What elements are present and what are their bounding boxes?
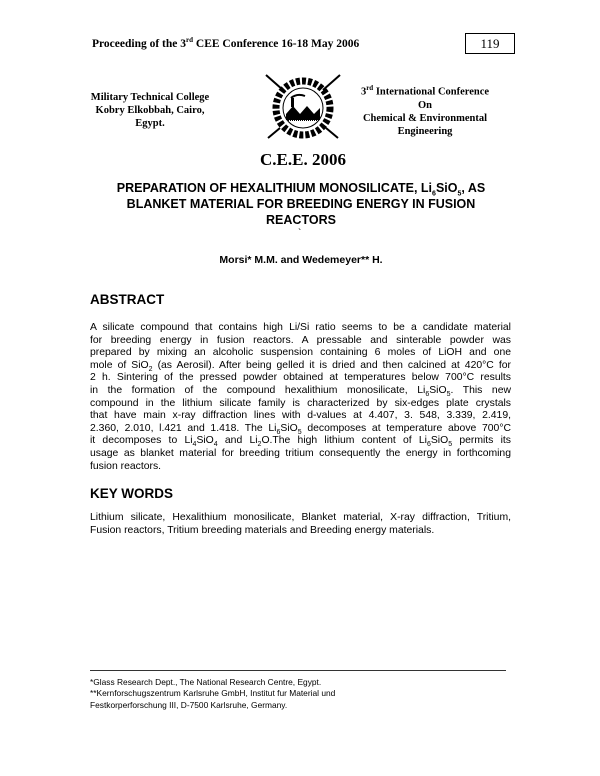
page-number: 119: [465, 33, 515, 54]
subscript: 5: [446, 391, 451, 399]
subscript: 2: [257, 441, 262, 449]
subscript: 6: [425, 391, 430, 399]
text-line: [90, 347, 511, 360]
text-run: 2 h. Sintering of the pressed powder obtained at temperatures below 700°C results: [90, 372, 511, 384]
affiliation-left: [80, 91, 220, 130]
text-line: [90, 525, 511, 538]
logo-text: C.E.E. 2006: [260, 150, 346, 169]
conf-line: On: [417, 99, 432, 111]
affiliation-line: Egypt.: [135, 118, 165, 129]
subscript: 4: [192, 441, 197, 449]
text-run: usage as blanket material for breeding tritium consequently the energy in forthcoming: [90, 447, 511, 459]
text-run: Fusion reactors, Tritium breeding materials and Breeding energy materials.: [90, 524, 435, 536]
text-run: . This new: [450, 384, 511, 396]
text-run: 2.360, 2.010, l.421 and 1.418. The Li: [90, 422, 277, 434]
text-line: [90, 335, 511, 348]
header-text-post: CEE Conference 16-18 May 2006: [193, 37, 360, 50]
subscript: 6: [276, 428, 281, 436]
text-run: in the formation of the compound hexalithium monosilicate, Li: [90, 384, 426, 396]
title-sub: 5: [457, 190, 462, 198]
text-run: for breeding energy in fusion reactors. A pressable and sinterable powder was: [90, 334, 511, 346]
text-run: fusion reactors.: [90, 460, 162, 472]
title-text: , AS: [461, 181, 486, 195]
title-text: PREPARATION OF HEXALITHIUM MONOSILICATE, Li: [116, 181, 433, 195]
conference-logo: [258, 70, 348, 170]
text-run: SiO: [196, 435, 214, 447]
title-line: REACTORS: [266, 213, 336, 227]
text-line: [90, 448, 511, 461]
text-run: permits its: [452, 435, 511, 447]
text-line: [90, 435, 511, 448]
subscript: 4: [213, 441, 218, 449]
text-run: decomposes at temperature above 700°C: [301, 422, 511, 434]
text-line: [90, 512, 511, 525]
text-run: Lithium silicate, Hexalithium monosilicate, Blanket material, X-ray diffraction, Tritium,: [90, 512, 511, 523]
conf-line: International Conference: [373, 86, 490, 98]
text-line: [90, 398, 511, 411]
keywords-heading: KEY WORDS: [90, 486, 174, 501]
footnote: *Glass Research Dept., The National Research Centre, Egypt.: [90, 677, 322, 687]
running-header: [92, 36, 359, 50]
text-run: (as Aerosil). After being gelled it is dried and then calcined at 420°C for: [152, 359, 511, 371]
conf-sup: rd: [366, 84, 374, 92]
conf-line: Chemical & Environmental: [362, 112, 488, 124]
footnotes: [90, 677, 335, 711]
text-run: SiO: [429, 384, 447, 396]
title-line: BLANKET MATERIAL FOR BREEDING ENERGY IN FUSION: [126, 197, 476, 211]
abstract-heading: ABSTRACT: [90, 292, 165, 307]
text-run: prepared by mixing an alcoholic suspension containing 6 moles of LiOH and one: [90, 347, 511, 359]
conference-name: [350, 82, 500, 138]
keywords-body: [90, 512, 511, 537]
header-sup: rd: [186, 36, 194, 44]
text-line: [90, 360, 511, 373]
footnote-divider: [90, 670, 506, 671]
affiliation-line: Military Technical College: [90, 92, 210, 103]
conf-line: Engineering: [397, 125, 453, 137]
text-run: O.The high lithium content of Li: [261, 435, 427, 447]
abstract-body: [90, 322, 511, 473]
subscript: 2: [148, 365, 153, 373]
text-run: that have main x-ray diffraction lines with d-values at 4.407, 3. 548, 3.339, 2.419,: [90, 410, 511, 422]
text-line: [90, 461, 511, 474]
footnote: Festkorperforschung III, D-7500 Karlsruhe, Germany.: [90, 699, 288, 710]
header-text: Proceeding of the 3: [92, 37, 187, 50]
text-run: compound in the lithium silicate family is characterized by six-edges plate crystals: [90, 397, 511, 409]
text-line: [90, 385, 511, 398]
subscript: 6: [426, 441, 431, 449]
stray-mark: `: [298, 228, 302, 239]
subscript: 5: [448, 441, 453, 449]
text-run: SiO: [430, 435, 449, 447]
text-line: [90, 372, 511, 385]
text-run: SiO: [280, 422, 298, 434]
conf-line: 3: [360, 86, 367, 98]
affiliation-line: Kobry Elkobbah, Cairo,: [95, 105, 205, 116]
text-run: and Li: [217, 435, 258, 447]
text-run: it decomposes to Li: [90, 435, 193, 447]
title-text: SiO: [435, 181, 458, 195]
text-line: [90, 322, 511, 335]
text-line: [90, 410, 511, 423]
title-sub: 6: [432, 190, 436, 198]
subscript: 5: [297, 428, 302, 436]
footnote: **Kernforschugszentrum Karlsruhe GmbH, Institut fur Material und: [90, 688, 336, 699]
authors: Morsi* M.M. and Wedemeyer** H.: [219, 254, 383, 266]
text-line: [90, 423, 511, 436]
text-run: mole of SiO: [90, 359, 149, 371]
paper-title: [90, 180, 512, 228]
text-run: A silicate compound that contains high Li/Si ratio seems to be a candidate material: [90, 322, 511, 333]
